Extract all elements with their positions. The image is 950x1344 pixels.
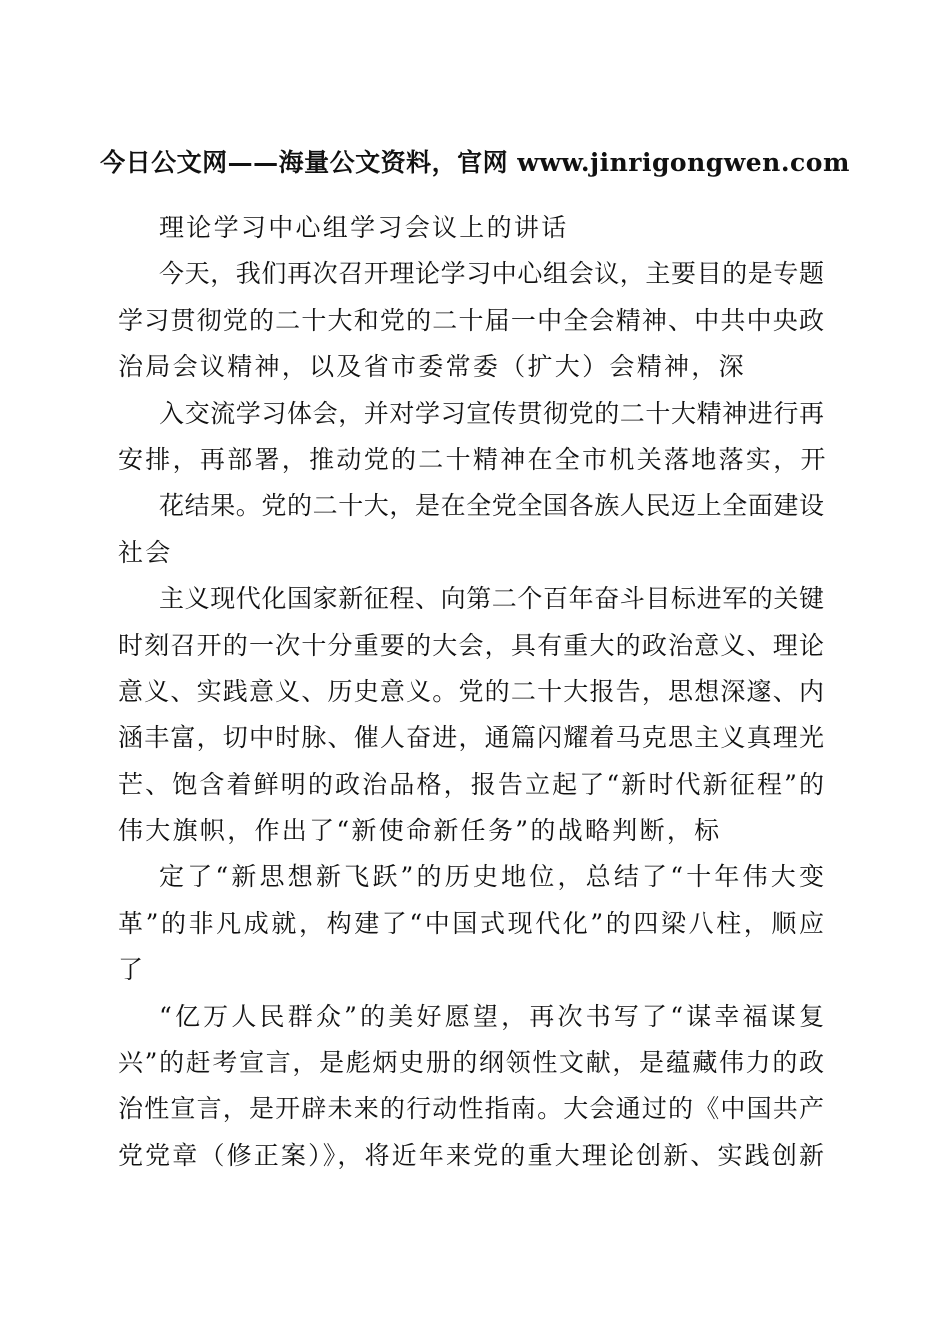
paragraph-line: 治性宣言，是开辟未来的行动性指南。大会通过的《中国共产 xyxy=(118,1094,824,1124)
paragraph-line: 花结果。党的二十大，是在全党全国各族人民迈上全面建设 xyxy=(159,491,824,521)
paragraph-line: 时刻召开的一次十分重要的大会，具有重大的政治意义、理论 xyxy=(118,630,824,660)
paragraph-line: 主义现代化国家新征程、向第二个百年奋斗目标进军的关键 xyxy=(159,584,824,614)
paragraph-line: 党党章（修正案）》，将近年来党的重大理论创新、实践创新 xyxy=(118,1140,824,1170)
paragraph-line: 入交流学习体会，并对学习宣传贯彻党的二十大精神进行再 xyxy=(159,398,824,428)
paragraph-line: 社会 xyxy=(118,537,173,567)
site-header-banner: 今日公文网——海量公文资料，官网 www.jinrigongwen.com xyxy=(100,148,850,177)
paragraph-line: 涵丰富，切中时脉、催人奋进，通篇闪耀着马克思主义真理光 xyxy=(118,723,824,753)
paragraph-line: 定了“新思想新飞跃”的历史地位，总结了“十年伟大变 xyxy=(159,862,824,892)
paragraph-line: 意义、实践意义、历史意义。党的二十大报告，思想深邃、内 xyxy=(118,676,824,706)
document-body xyxy=(118,205,828,1179)
paragraph-line: 今天，我们再次召开理论学习中心组会议，主要目的是专题 xyxy=(159,259,824,289)
paragraph-line: 治局会议精神，以及省市委常委（扩大）会精神，深 xyxy=(118,352,746,382)
paragraph-line: 革”的非凡成就，构建了“中国式现代化”的四梁八柱，顺应 xyxy=(118,908,824,938)
paragraph-line: 安排，再部署，推动党的二十精神在全市机关落地落实，开 xyxy=(118,444,828,474)
paragraph-line: “亿万人民群众”的美好愿望，再次书写了“谋幸福谋复 xyxy=(159,1001,824,1031)
paragraph-line: 了 xyxy=(118,955,146,985)
document-title: 理论学习中心组学习会议上的讲话 xyxy=(159,213,569,242)
paragraph-line: 学习贯彻党的二十大和党的二十届一中全会精神、中共中央政 xyxy=(118,305,824,335)
paragraph-line: 伟大旗帜，作出了“新使命新任务”的战略判断，标 xyxy=(118,816,722,846)
paragraph-line: 兴”的赶考宣言，是彪炳史册的纲领性文献，是蕴藏伟力的政 xyxy=(118,1048,824,1078)
paragraph-line: 芒、饱含着鲜明的政治品格，报告立起了“新时代新征程”的 xyxy=(118,769,824,799)
